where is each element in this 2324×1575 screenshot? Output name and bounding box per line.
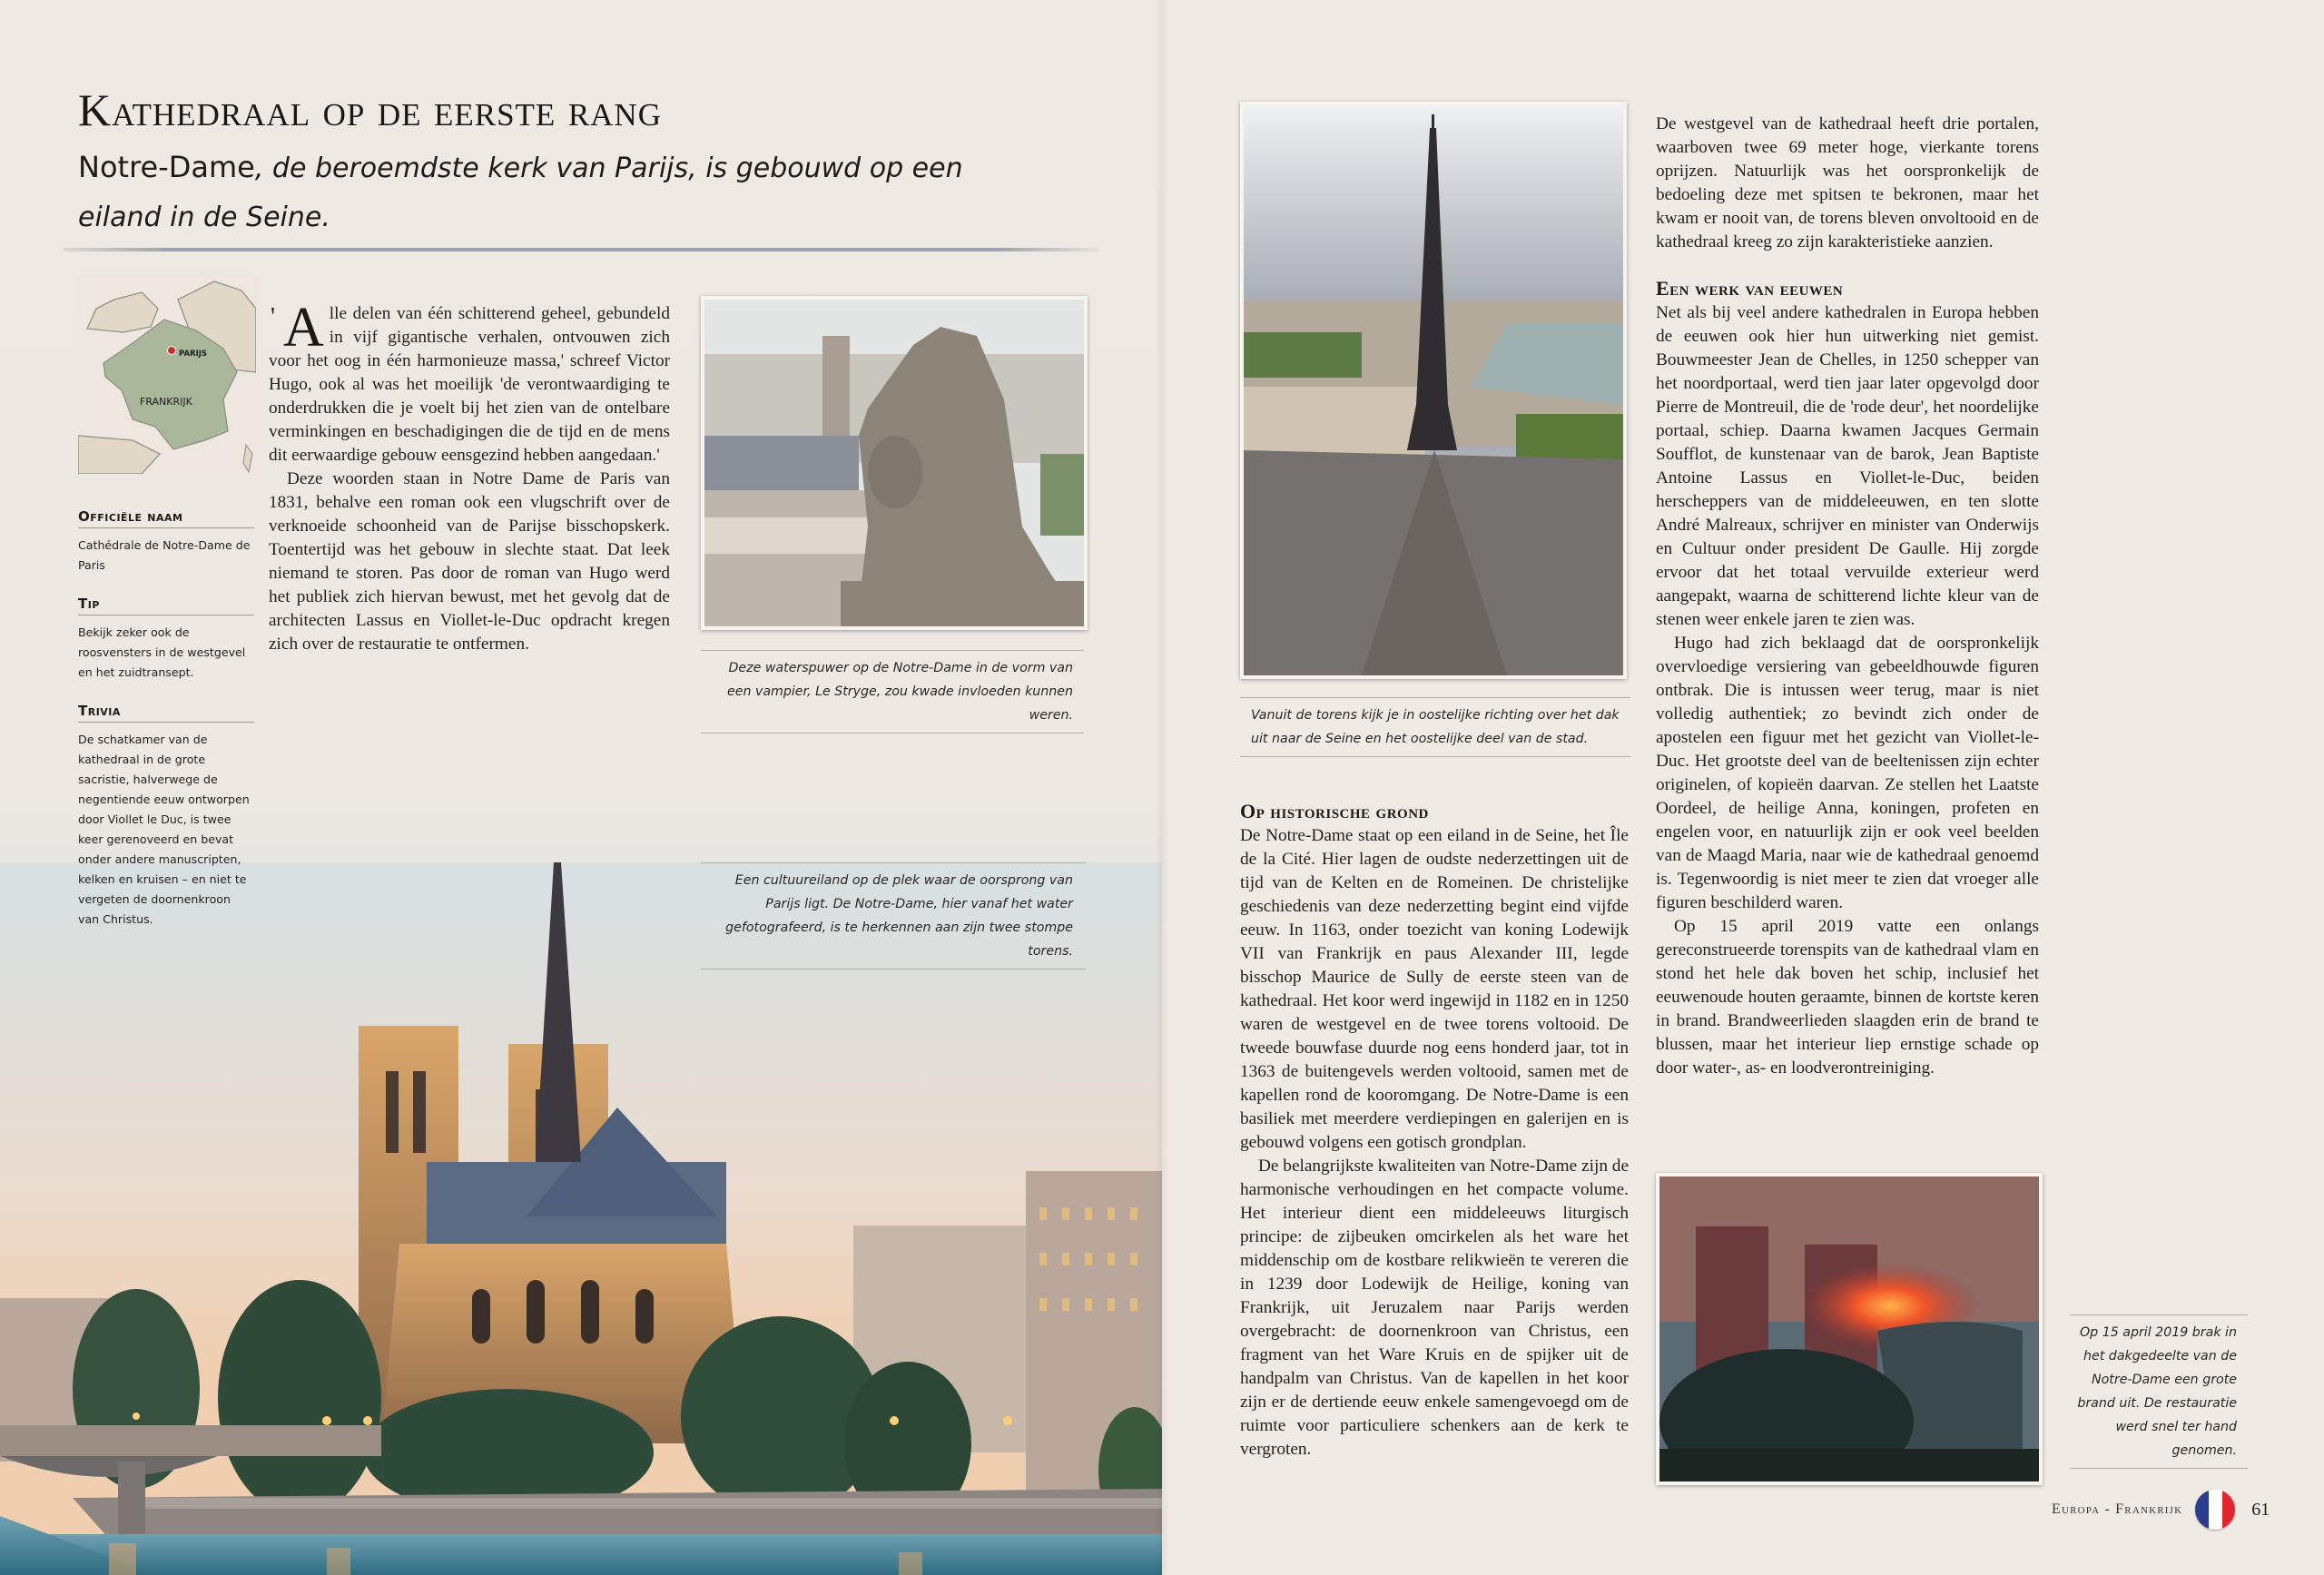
country-label: FRANKRIJK [140,396,192,408]
subtitle-rest: , de beroemdste kerk van Parijs, is gebouwd op een eiland in de Seine. [78,153,963,233]
facts-sidebar [78,508,254,950]
history-paragraph-1: De Notre-Dame staat op een eiland in de Seine, het Île de la Cité. Hier lagen de oudste nederzettingen uit de tijd van de Kelten en de Romeinen. De christelijke geschiedenis van deze nederzetting begint eind vijfde eeuw. In 1163, onder toezicht van koning Lodewijk VII van Frankrijk en paus Alexander III, legde bisschop Maurice de Sully de eerste steen van de kathedraal. Het koor werd ingewijd in 1182 en in 1250 waren de westgevel en de twee torens voltooid. De tweede bouwfase duurde nog eens honderd jaar, tot in 1363 de buitengevels werden voltooid, samen met de kapellen rond de kooromgang. De Notre-Dame is een basiliek met meerdere verdiepingen en galerijen en is gebouwd volgens een gotisch grondplan. [1240,826,1629,1152]
centuries-paragraph-2: Hugo had zich beklaagd dat de oorspronkelijk overvloedige versiering van gebeeldhouwde figuren ontbrak. Die is intussen weer terug, maar is niet volledig authentiek; zo bevindt zich onder de apostelen een figuur met het gezicht van Viollet-le-Duc. Het grootste deel van de beeltenissen zijn echter originelen, of kopieën daarvan. Ze stellen het Laatste Oordeel, de heilige Anna, koningen, profeten en engelen voor, en natuurlijk zijn er ook veel beelden van de Maagd Maria, naar wie de kathedraal genoemd is. Tegenwoordig is niet meer te zien dat vroeger alle figuren beschilderd waren. [1656,634,2039,912]
fact-label: Officiële naam [78,508,254,528]
right-column [1656,113,2039,1080]
fact-trivia [78,703,254,930]
gargoyle-caption: Deze waterspuwer op de Notre-Dame in de vorm van een vampier, Le Stryge, zou kwade invloeden kunnen weren. [701,650,1084,733]
fire-caption: Op 15 april 2019 brak in het dakgedeelte van de Notre-Dame een grote brand uit. De restauratie werd snel ter hand genomen. [2070,1314,2248,1469]
flag-stripe-red [2222,1490,2236,1530]
page-footer [2052,1487,2270,1532]
spire-photo [1240,102,1627,679]
title-divider [64,248,1098,251]
cathedral-caption: Een cultuureiland op de plek waar de oorsprong van Parijs ligt. De Notre-Dame, hier vanaf het water gefotografeerd, is te herkennen aan zijn twee stompe torens. [701,862,1086,970]
spire-caption: Vanuit de torens kijk je in oostelijke richting over het dak uit naar de Seine en het oostelijke deel van de stad. [1240,697,1630,757]
history-paragraph-2: De belangrijkste kwaliteiten van Notre-Dame zijn de harmonische verhoudingen en het compacte volume. Het interieur dient een middeleeuws liturgisch principe: de zijbeuken omcirkelen als het ware het middenschip om de kostbare relikwieën te vereren die in 1239 door Lodewijk de Heilige, koning van Frankrijk, uit Jeruzalem naar Parijs werden overgebracht: de doornenkroon van Christus, een fragment van het Ware Kruis en de spijker uit de handpalm van Christus. Van de kapellen in het koor zijn er de dertiende eeuw enkele samengevoegd om de ruimte voor particuliere schenkers aan de kerk te vergroten. [1240,1157,1629,1459]
centuries-heading: Een werk van eeuwen [1656,277,1844,300]
page-number: 61 [2251,1499,2270,1520]
gargoyle-photo [701,296,1088,630]
centuries-paragraph-3: Op 15 april 2019 vatte een onlangs gereconstrueerde torenspits van de kathedraal vlam en stond het hele dak boven het schip, inclusief het eeuwenoude houten geraamte, binnen de kortste keren in brand. Brandweerlieden slaagden erin de brand te blussen, maar het interieur liep ernstige schade op door water-, as- en loodverontreiniging. [1656,917,2039,1078]
fact-body: De schatkamer van de kathedraal in de grote sacristie, halverwege de negentiende eeuw ontworpen door Viollet le Duc, is twee keer gerenoveerd en bevat onder andere manuscripten, kelken en kruisen – en niet te vergeten de doornenkroon van Christus. [78,733,250,926]
history-column [1240,799,1629,1462]
fact-label: Tip [78,596,254,615]
drop-cap: A [283,297,324,359]
intro-paragraph-2: Deze woorden staan in Notre Dame de Paris van 1831, behalve een roman ook een vlugschrift over de verknoeide schoonheid van de Parijse bisschopskerk. Toentertijd was het gebouw in slechte staat. Dat leek niemand te storen. Pas door de roman van Hugo werd het publiek zich hiervan bewust, met het gevolg dat de architecten Lassus en Viollet-le-Duc opdracht kregen zich over de restauratie te ontfermen. [269,469,670,654]
paris-label: PARIJS [179,349,208,359]
fact-official-name [78,508,254,576]
intro-column [269,297,670,656]
flag-stripe-blue [2195,1490,2209,1530]
fact-body: Bekijk zeker ook de roosvensters in de westgevel en het zuidtransept. [78,625,246,679]
page-gutter [1155,0,1169,1575]
paris-marker [168,347,176,355]
opening-quote-mark: ' [271,303,276,331]
article-subtitle [78,143,1040,241]
fact-body: Cathédrale de Notre-Dame de Paris [78,538,251,572]
history-heading: Op historische grond [1240,800,1429,822]
locator-map [78,272,256,474]
flag-stripe-white [2209,1490,2222,1530]
centuries-paragraph-1: Net als bij veel andere kathedralen in Europa hebben de eeuwen ook hier hun uitwerking niet gemist. Bouwmeester Jean de Chelles, in 1250 schepper van het noordportaal, werd tien jaar later opgevolgd door Pierre de Montreuil, die de 'rode deur', het noordelijke portaal, schiep. Daarna kwamen Jacques Germain Soufflot, de kunstenaar van de barok, Jean Baptiste Antoine Lassus en Viollet-le-Duc, beiden herscheppers van de middeleeuwen, en ten slotte André Malreaux, schrijver en minister van Onderwijs en Cultuur onder president De Gaulle. Hij zorgde ervoor dat het totaal vervuilde exterieur werd aangepakt, waarna de schitterend lichte kleur van de stenen weer enkele jaren te zien was. [1656,303,2039,629]
section-label: Europa - Frankrijk [2052,1501,2183,1517]
france-flag-icon [2195,1490,2235,1530]
westgevel-paragraph: De westgevel van de kathedraal heeft drie portalen, waarboven twee 69 meter hoge, vierkante torens oprijzen. Natuurlijk was het oorspronkelijk de bedoeling deze met spitsen te bekronen, maar het kwam er nooit van, de torens bleven onvoltooid en de kathedraal kreeg zo zijn karakteristieke aanzien. [1656,114,2039,251]
subtitle-lead: Notre-Dame [78,150,255,184]
fact-tip [78,596,254,683]
fire-photo [1656,1173,2043,1485]
article-title: Kathedraal op de eerste rang [78,84,662,135]
fact-label: Trivia [78,703,254,723]
intro-paragraph-1: lle delen van één schitterend geheel, gebundeld in vijf gigantische verhalen, ontvouwen zich voor het oog in één harmonieuze massa,' schreef Victor Hugo, ook al was het moeilijk 'de verontwaardiging te onderdrukken die je voelt bij het zien van de ontelbare verminkingen en beschadigingen die de tijd en de mens dit eerwaardige gebouw eensgezind hebben aangedaan.' [269,304,670,465]
